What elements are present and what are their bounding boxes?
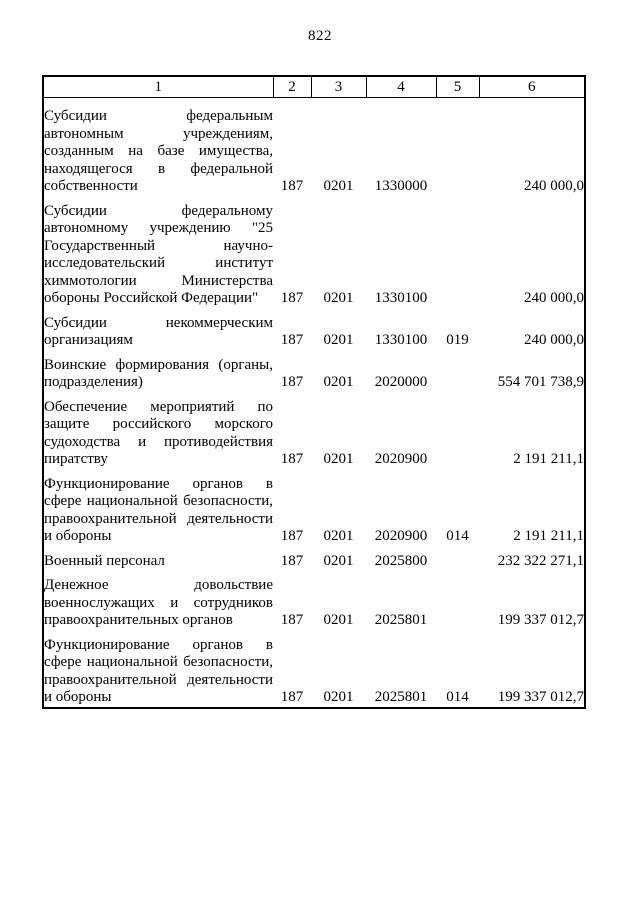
table-row <box>43 469 585 546</box>
amount: 199 337 012,7 <box>497 612 584 628</box>
header-col-6: 6 <box>479 76 585 98</box>
table-row <box>43 630 585 708</box>
code-target: 1330100 <box>374 290 428 306</box>
code-type <box>436 570 479 630</box>
code-type: 019 <box>446 332 469 348</box>
code-type <box>436 546 479 571</box>
code-section: 0201 <box>323 689 354 705</box>
amount: 240 000,0 <box>524 178 584 194</box>
table-row <box>43 350 585 392</box>
table-row <box>43 196 585 308</box>
code-target: 1330000 <box>374 178 428 194</box>
code-chapter: 187 <box>280 451 304 467</box>
table-row <box>43 546 585 571</box>
code-target: 2025801 <box>374 689 428 705</box>
code-type <box>436 196 479 308</box>
code-chapter: 187 <box>280 552 304 569</box>
amount: 2 191 211,1 <box>513 451 584 467</box>
item-name: Денежное довольствие военнослужащих и сотрудников правоохранительных органов <box>44 577 273 628</box>
code-section: 0201 <box>323 374 354 390</box>
code-section: 0201 <box>323 528 354 544</box>
item-name: Субсидии федеральному автономному учреждению "25 Государственный научно-исследовательский институт химмотологии Министерства обороны Российской Федерации" <box>44 202 273 306</box>
page-number: 822 <box>308 28 332 44</box>
amount: 232 322 271,1 <box>497 552 584 569</box>
header-col-3: 3 <box>311 76 366 98</box>
table-row <box>43 570 585 630</box>
code-chapter: 187 <box>280 178 304 194</box>
code-section: 0201 <box>323 612 354 628</box>
code-chapter: 187 <box>280 612 304 628</box>
item-name: Военный персонал <box>44 552 165 569</box>
code-chapter: 187 <box>280 332 304 348</box>
amount: 199 337 012,7 <box>497 689 584 705</box>
code-section: 0201 <box>323 552 354 569</box>
code-target: 1330100 <box>374 332 428 348</box>
item-name: Воинские формирования (органы, подразделения) <box>44 356 273 390</box>
item-name: Функционирование органов в сфере национальной безопасности, правоохранительной деятельности и обороны <box>44 475 273 544</box>
code-section: 0201 <box>323 178 354 194</box>
amount: 2 191 211,1 <box>513 528 584 544</box>
header-col-1: 1 <box>43 76 273 98</box>
code-section: 0201 <box>323 332 354 348</box>
item-name: Субсидии некоммерческим организациям <box>44 314 273 348</box>
code-target: 2020000 <box>374 374 428 390</box>
code-type <box>436 392 479 469</box>
table-header-row <box>43 76 585 98</box>
code-chapter: 187 <box>280 528 304 544</box>
header-col-4: 4 <box>366 76 436 98</box>
code-chapter: 187 <box>280 290 304 306</box>
item-name: Функционирование органов в сфере национальной безопасности, правоохранительной деятельности и обороны <box>44 636 273 705</box>
table-row <box>43 392 585 469</box>
amount: 240 000,0 <box>524 332 584 348</box>
table-row <box>43 308 585 350</box>
code-chapter: 187 <box>280 374 304 390</box>
code-target: 2020900 <box>374 528 428 544</box>
item-name: Обеспечение мероприятий по защите российского морского судоходства и противодействия пиратству <box>44 398 273 467</box>
code-target: 2020900 <box>374 451 428 467</box>
code-section: 0201 <box>323 451 354 467</box>
code-type <box>436 350 479 392</box>
code-section: 0201 <box>323 290 354 306</box>
code-target: 2025801 <box>374 612 428 628</box>
code-type: 014 <box>446 689 469 705</box>
code-chapter: 187 <box>280 689 304 705</box>
amount: 554 701 738,9 <box>497 374 584 390</box>
code-type: 014 <box>446 528 469 544</box>
code-type <box>436 98 479 196</box>
table-row <box>43 98 585 196</box>
budget-table <box>42 75 586 709</box>
header-col-2: 2 <box>273 76 311 98</box>
code-target: 2025800 <box>374 552 428 569</box>
amount: 240 000,0 <box>524 290 584 306</box>
header-col-5: 5 <box>436 76 479 98</box>
item-name: Субсидии федеральным автономным учреждениям, созданным на базе имущества, находящегося в федеральной собственности <box>44 108 273 194</box>
